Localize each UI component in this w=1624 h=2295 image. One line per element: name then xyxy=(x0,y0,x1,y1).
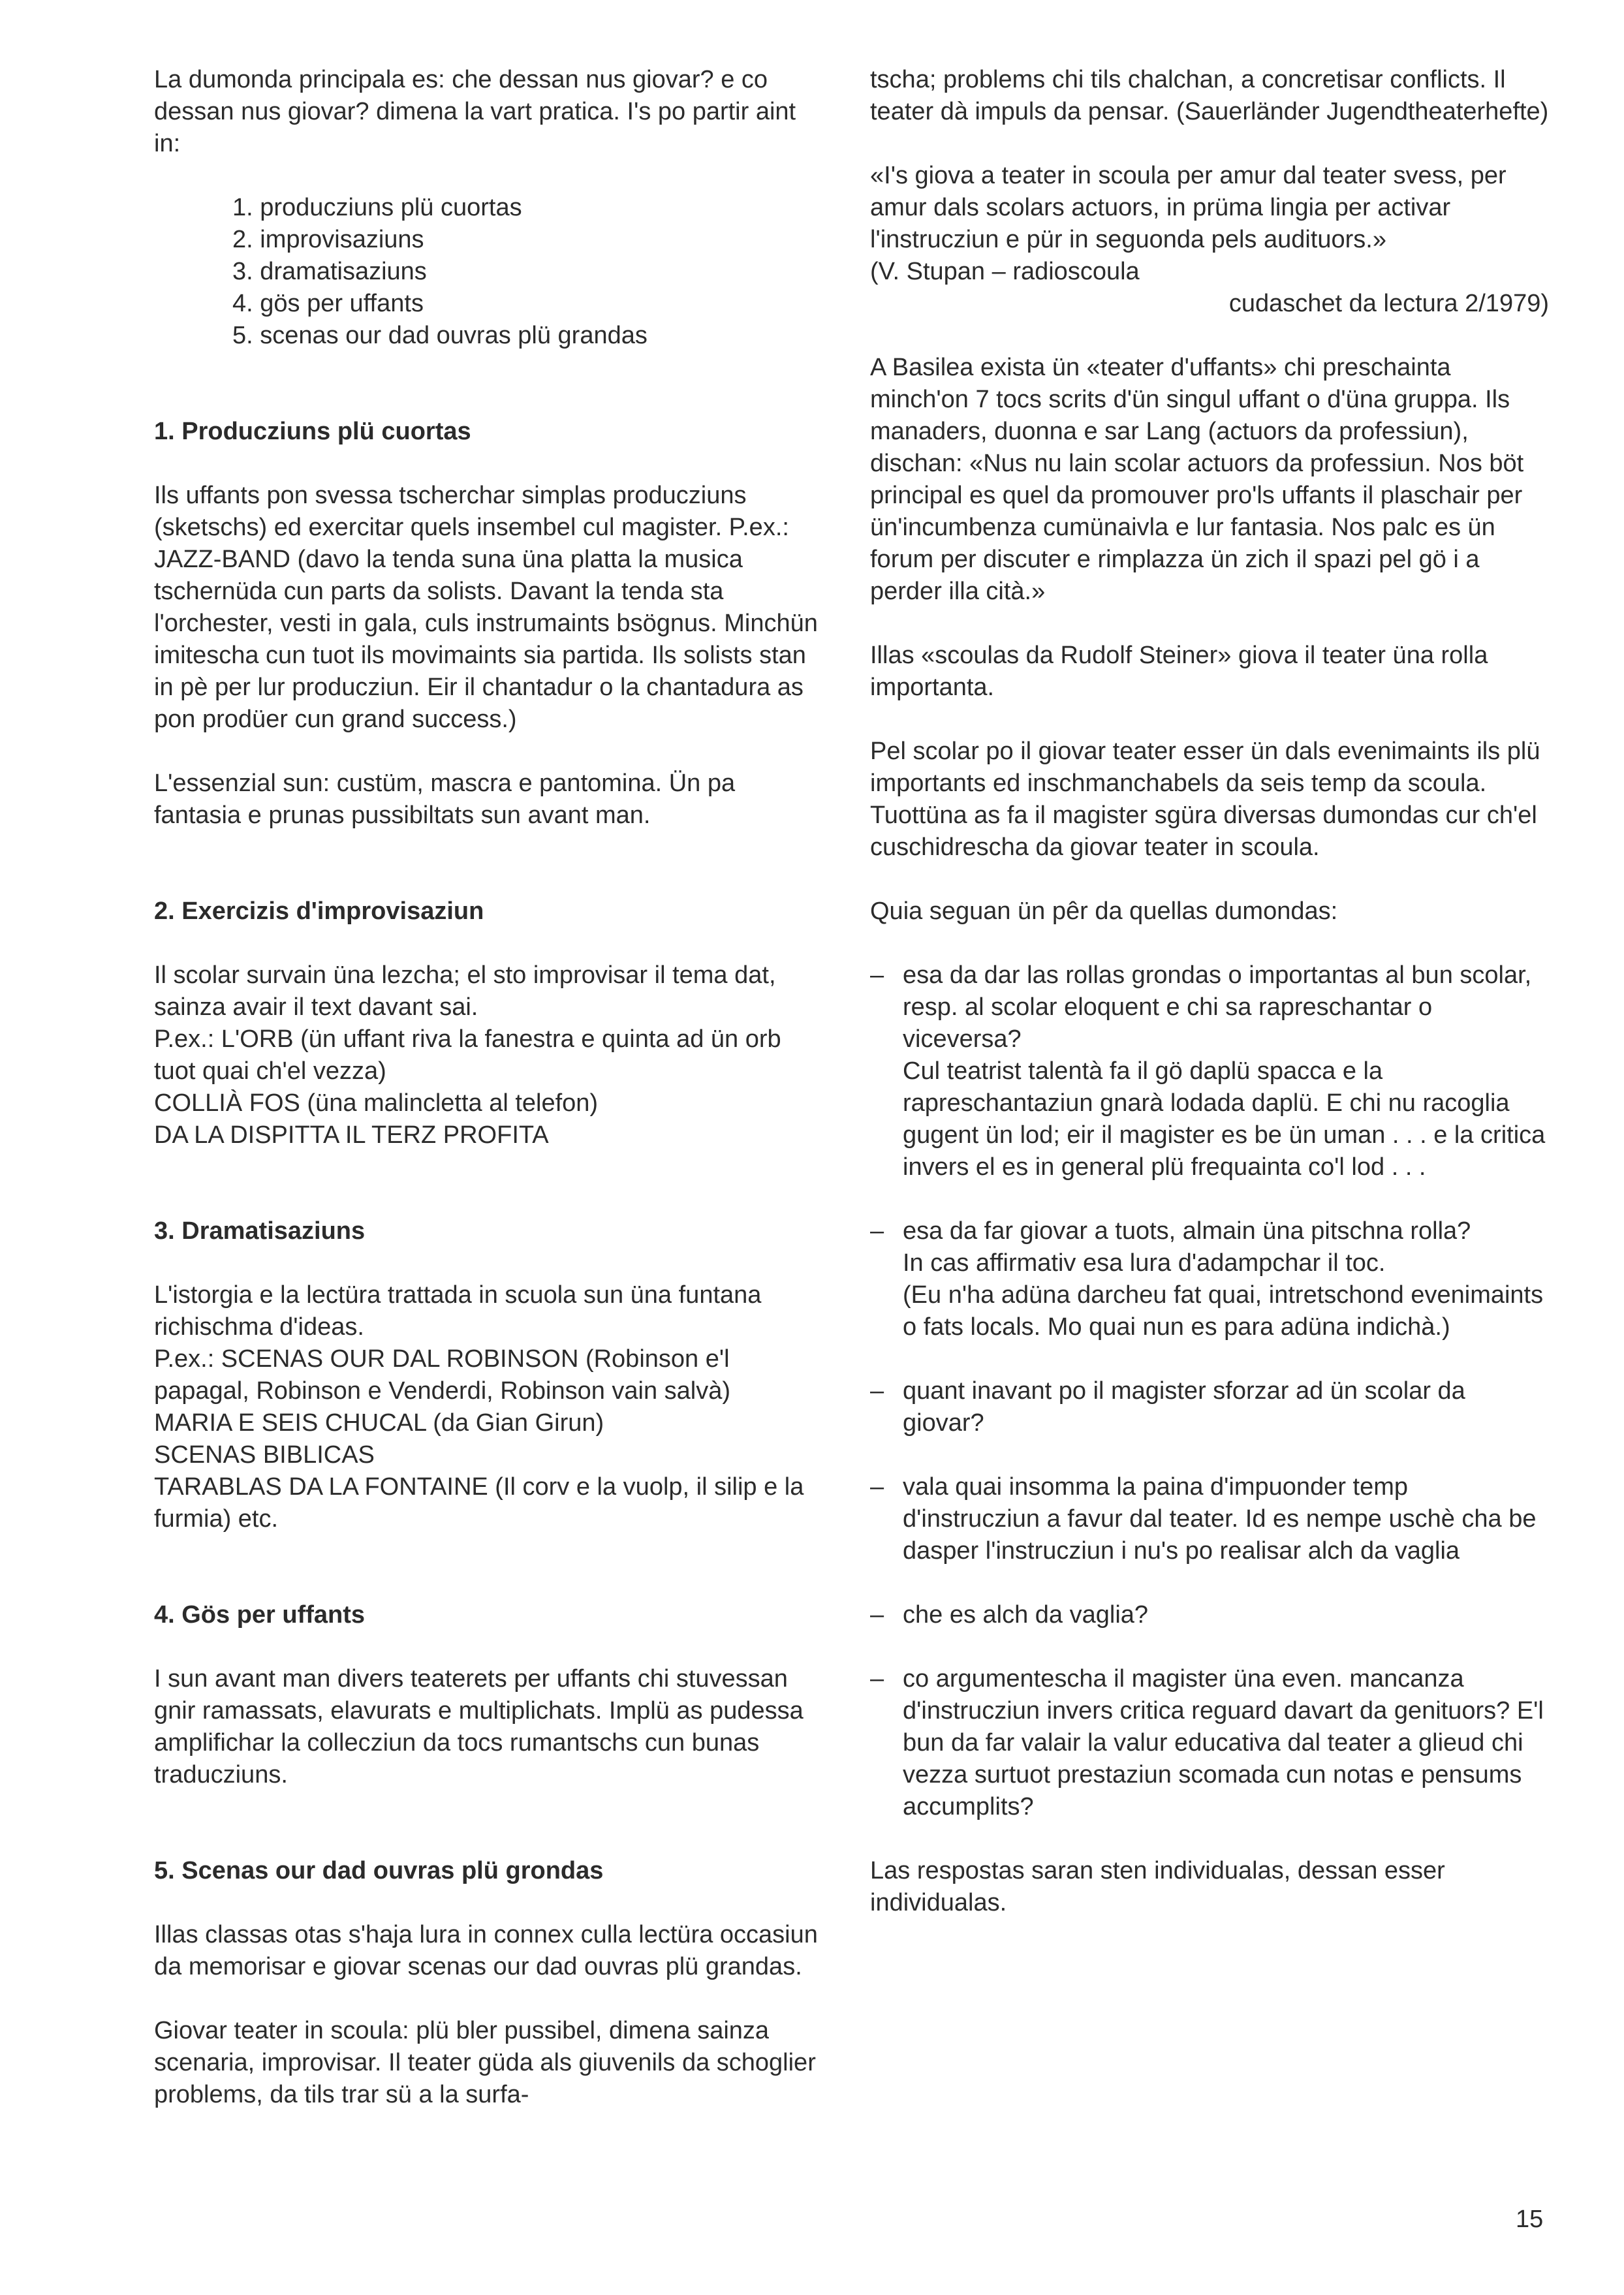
section-3-example: P.ex.: SCENAS OUR DAL ROBINSON (Robinson e'l papagal, Robinson e Venderdi, Robinson vain salvà) xyxy=(154,1345,731,1405)
section-5-paragraph: Illas classas otas s'haja lura in connex culla lectüra occasiun da memorisar e giovar scenas our dad ouvras plü grandas. xyxy=(154,1921,818,1980)
numbered-list xyxy=(154,192,824,352)
question-item xyxy=(870,1663,1549,1823)
scolar-paragraph: Pel scolar po il giovar teater esser ün dals evenimaints ils plü importants ed inschmanchabels da seis temp da scoula. Tuottüna as fa il magister sgüra diversas dumondas cur ch'el cuschidrescha da giovar teater in scoula. xyxy=(870,738,1540,861)
question-text: vala quai insomma la paina d'impuonder temp d'instrucziun a favur dal teater. Id es nempe uschè cha be dasper l'instrucziun i nu's po realisar alch da vaglia xyxy=(903,1473,1537,1565)
questions-intro: Quia seguan ün pêr da quellas dumondas: xyxy=(870,898,1338,925)
dash-bullet: – xyxy=(870,1601,884,1629)
list-item: 1. producziuns plü cuortas xyxy=(232,194,522,221)
question-text: co argumentescha il magister üna even. mancanza d'instrucziun invers critica reguard davart da genituors? E'l bun da far valair la valur educativa dal teater a glieud chi vezza surtuot prestaziun scomada cun notas e pensums accumplits? xyxy=(903,1665,1544,1820)
section-3-example: SCENAS BIBLICAS xyxy=(154,1441,375,1469)
section-3-paragraph: L'istorgia e la lectüra trattada in scuola sun üna funtana richischma d'ideas. xyxy=(154,1281,762,1341)
list-item: 4. gös per uffants xyxy=(232,290,424,317)
basel-paragraph: A Basilea exista ün «teater d'uffants» chi preschainta minch'on 7 tocs scrits d'ün singul uffant o d'üna gruppa. Ils manaders, duonna e sar Lang (actuors da professiun), dischan: «Nus nu lain scolar actuors da professiun. Nos böt principal es quel da promouver pro'ls uffants il plaschair per ün'incumbenza cumünaivla e lur fantasia. Nos palc es ün forum per discuter e rimplazza ün zich il spazi pel gö i a perder illa cità.» xyxy=(870,354,1524,605)
dash-bullet: – xyxy=(870,961,884,989)
section-2-paragraph: Il scolar survain üna lezcha; el sto improvisar il tema dat, sainza avair il text davant sai. xyxy=(154,961,776,1021)
page-number: 15 xyxy=(1516,2206,1544,2233)
list-item: 3. dramatisaziuns xyxy=(232,258,427,285)
question-item xyxy=(870,1375,1549,1439)
left-column xyxy=(154,64,824,2111)
quote-paragraph: «I's giova a teater in scoula per amur dal teater svess, per amur dals scolars actuors, in prüma lingia per activar l'instrucziun e pür in seguonda pels audituors.» xyxy=(870,162,1507,253)
list-item: 5. scenas our dad ouvras plü grandas xyxy=(232,322,648,349)
section-3-example: TARABLAS DA LA FONTAINE (Il corv e la vuolp, il silip e la furmia) etc. xyxy=(154,1473,804,1533)
closing-paragraph: Las respostas saran sten individualas, dessan esser individualas. xyxy=(870,1857,1445,1916)
section-heading-3: 3. Dramatisaziuns xyxy=(154,1217,366,1245)
question-comment: Cul teatrist talentà fa il gö daplü spacca e la rapreschantaziun gnarà lodada daplü. E chi nu racoglia gugent ün lod; eir il magister es be ün uman . . . e la critica invers el es in general plü frequainta co'l lod . . . xyxy=(903,1057,1546,1181)
quote-source: (V. Stupan – radioscoula xyxy=(870,258,1140,285)
dash-bullet: – xyxy=(870,1217,884,1245)
section-2-example: P.ex.: L'ORB (ün uffant riva la fanestra e quinta ad ün orb tuot quai ch'el vezza) xyxy=(154,1025,781,1085)
question-text: esa da far giovar a tuots, almain üna pitschna rolla? xyxy=(903,1217,1471,1245)
question-item xyxy=(870,1215,1549,1343)
question-comment: In cas affirmativ esa lura d'adampchar il toc. xyxy=(903,1249,1386,1277)
section-2-example: DA LA DISPITTA IL TERZ PROFITA xyxy=(154,1121,549,1149)
question-comment: (Eu n'ha adüna darcheu fat quai, intretschond evenimaints o fats locals. Mo quai nun es para adüna indichà.) xyxy=(903,1281,1544,1341)
section-1-paragraph-2: L'essenzial sun: custüm, mascra e pantomina. Ün pa fantasia e prunas pussibiltats sun avant man. xyxy=(154,770,736,829)
quote-source-reference: cudaschet da lectura 2/1979) xyxy=(1228,290,1549,317)
question-text: che es alch da vaglia? xyxy=(903,1601,1149,1629)
question-item xyxy=(870,1471,1549,1567)
dash-bullet: – xyxy=(870,1377,884,1405)
section-heading-5: 5. Scenas our dad ouvras plü grondas xyxy=(154,1857,604,1884)
dash-bullet: – xyxy=(870,1665,884,1693)
section-1-paragraph: Ils uffants pon svessa tscherchar simplas producziuns (sketschs) ed exercitar quels insembel cul magister. P.ex.: JAZZ-BAND (davo la tenda suna üna platta la musica tschernüda cun parts da solists. Davant la tenda sta l'orchester, vesti in gala, culs instrumaints bsögnus. Minchün imitescha cun tuot ils movimaints sia partida. Ils solists stan in pè per lur producziun. Eir il chantadur o la chantadura as pon prodüer cun grand success.) xyxy=(154,482,818,733)
steiner-paragraph: Illas «scoulas da Rudolf Steiner» giova il teater üna rolla importanta. xyxy=(870,642,1488,701)
question-text: esa da dar las rollas grondas o importantas al bun scolar, resp. al scolar eloquent e chi sa rapreschantar o viceversa? xyxy=(903,961,1532,1053)
section-heading-2: 2. Exercizis d'improvisaziun xyxy=(154,898,484,925)
section-4-paragraph: I sun avant man divers teaterets per uffants chi stuvessan gnir ramassats, elavurats e multiplichats. Implü as pudessa amplifichar la collecziun da tocs rumantschs cun bunas traducziuns. xyxy=(154,1665,804,1788)
section-3-example: MARIA E SEIS CHUCAL (da Gian Girun) xyxy=(154,1409,604,1437)
question-item xyxy=(870,1599,1549,1631)
question-list xyxy=(870,960,1549,1823)
section-2-example: COLLIÀ FOS (üna malincletta al telefon) xyxy=(154,1089,599,1117)
question-item xyxy=(870,960,1549,1183)
section-5-paragraph-2: Giovar teater in scoula: plü bler pussibel, dimena sainza scenaria, improvisar. Il teater güda als giuvenils da schoglier problems, da tils trar sü a la surfa- xyxy=(154,2017,816,2108)
intro-paragraph: La dumonda principala es: che dessan nus giovar? e co dessan nus giovar? dimena la vart pratica. I's po partir aint in: xyxy=(154,66,796,157)
right-column xyxy=(870,64,1549,1919)
dash-bullet: – xyxy=(870,1473,884,1501)
question-text: quant inavant po il magister sforzar ad ün scolar da giovar? xyxy=(903,1377,1465,1437)
section-heading-1: 1. Producziuns plü cuortas xyxy=(154,418,471,445)
section-heading-4: 4. Gös per uffants xyxy=(154,1601,366,1629)
continuation-paragraph: tscha; problems chi tils chalchan, a concretisar conflicts. Il teater dà impuls da pensar. (Sauerländer Jugendtheaterhefte) xyxy=(870,66,1549,125)
list-item: 2. improvisaziuns xyxy=(232,226,424,253)
